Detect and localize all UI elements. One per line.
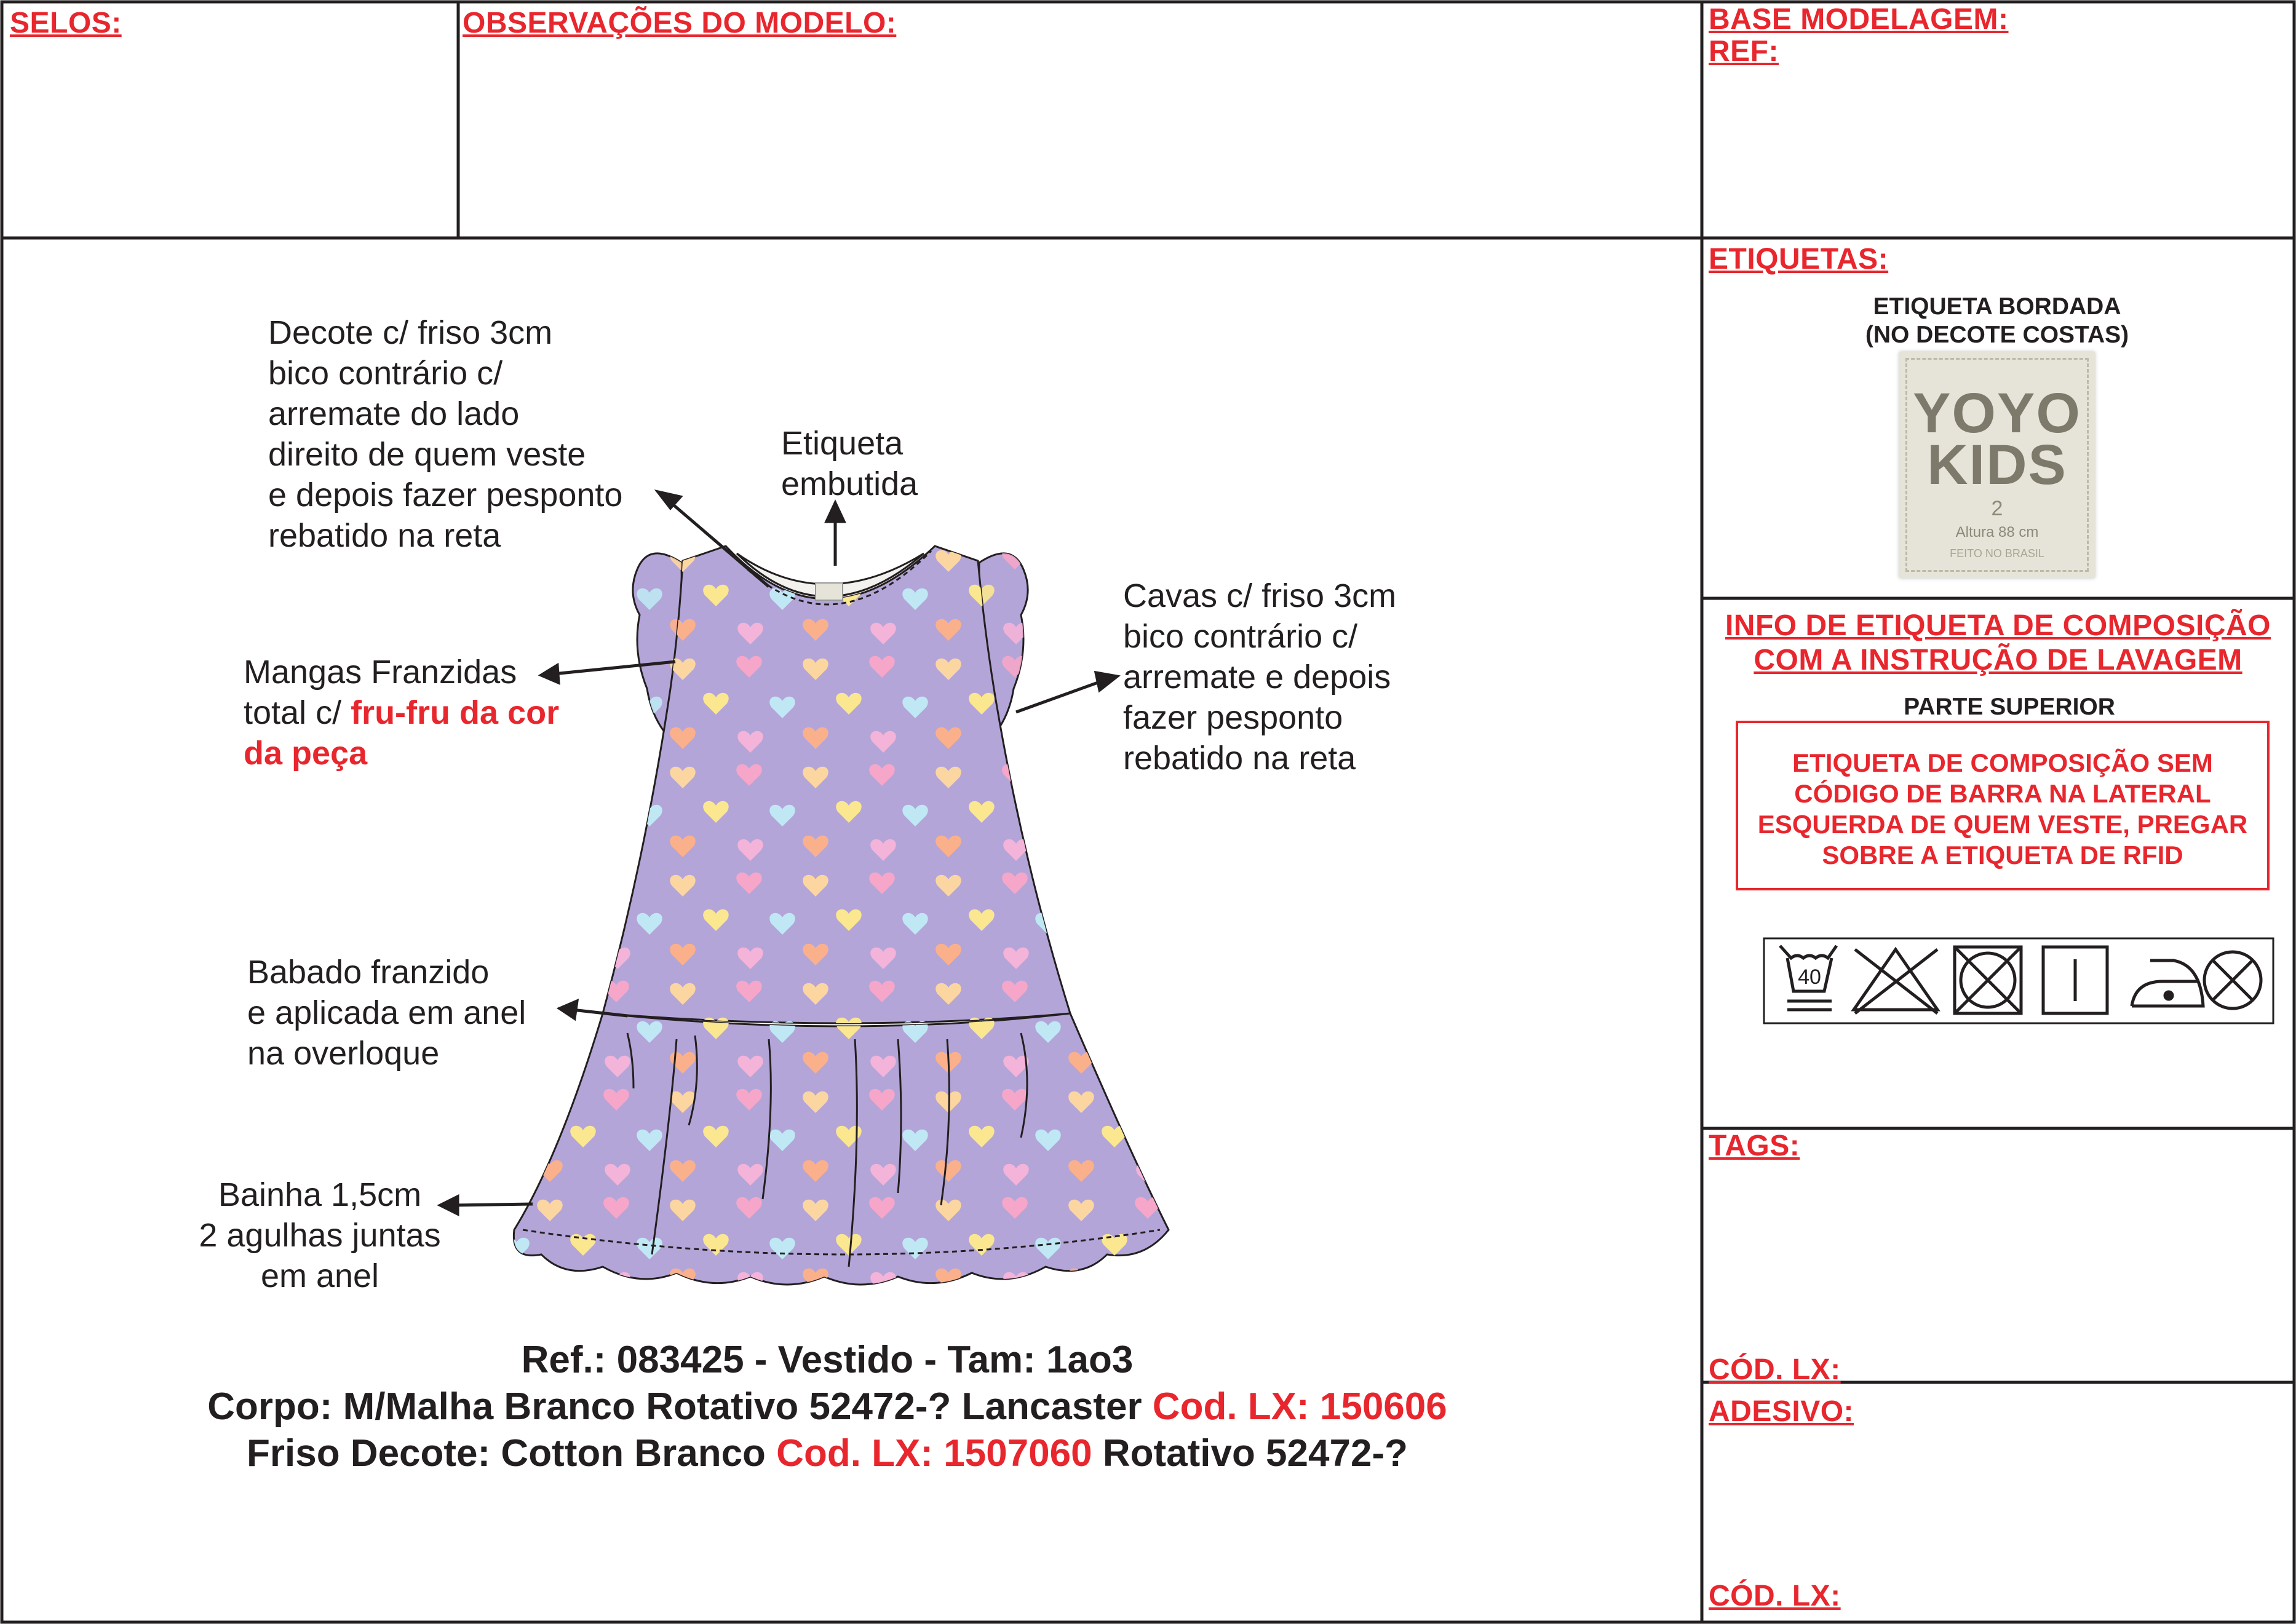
- info-composicao-header: [1702, 609, 2294, 678]
- etiqueta-title-line1: ETIQUETA BORDADA: [1873, 293, 2121, 320]
- etiqueta-bordada-title: [1825, 293, 2169, 349]
- label-made-in: FEITO NO BRASIL: [1950, 547, 2044, 560]
- base-modelagem-header: BASE MODELAGEM:: [1709, 3, 2009, 36]
- label-size: 2: [1991, 497, 2003, 520]
- spec-corpo-line: Corpo: M/Malha Branco Rotativo 52472-? Lancaster: [207, 1385, 1153, 1428]
- annotation-decote: Decote c/ friso 3cm bico contrário c/ arremate do lado direito de quem veste e depois fazer pesponto rebatido na reta: [268, 314, 623, 554]
- annotation-babado: Babado franzido e aplicada em anel na overloque: [247, 954, 526, 1072]
- parte-superior-label: PARTE SUPERIOR: [1904, 694, 2115, 720]
- annotation-cavas: Cavas c/ friso 3cm bico contrário c/ arremate e depois fazer pesponto rebatido na reta: [1123, 577, 1397, 777]
- composicao-line2: CÓDIGO DE BARRA NA LATERAL: [1794, 779, 2211, 808]
- mangas-line2: total c/: [244, 694, 351, 731]
- spec-footer: [0, 1337, 1654, 1477]
- composicao-line3: ESQUERDA DE QUEM VESTE, PREGAR: [1757, 810, 2248, 839]
- brand-logo-line1: YOYO: [1913, 382, 2081, 445]
- wash-40-icon: [1780, 946, 1837, 1010]
- care-symbols: [1763, 937, 2274, 1024]
- adesivo-header: ADESIVO:: [1709, 1395, 1854, 1428]
- no-tumble-dry-icon: [1955, 947, 2021, 1013]
- observacoes-header: OBSERVAÇÕES DO MODELO:: [463, 7, 897, 39]
- composicao-instruction-box: [1736, 721, 2270, 890]
- spec-ref-line: Ref.: 083425 - Vestido - Tam: 1ao3: [521, 1339, 1134, 1381]
- brand-logo-line2: KIDS: [1927, 434, 2067, 496]
- tags-cod-lx-label: CÓD. LX:: [1709, 1353, 1841, 1386]
- composicao-line4: SOBRE A ETIQUETA DE RFID: [1822, 841, 2183, 869]
- no-bleach-icon: [1854, 949, 1937, 1013]
- annotation-etiqueta-embutida: Etiqueta embutida: [781, 425, 918, 502]
- etiquetas-header: ETIQUETAS:: [1709, 243, 1889, 275]
- annotation-mangas: [244, 652, 625, 774]
- info-composicao-line2: COM A INSTRUÇÃO DE LAVAGEM: [1754, 644, 2242, 676]
- annotation-bainha: Bainha 1,5cm 2 agulhas juntas em anel: [199, 1176, 441, 1294]
- mangas-red-line2: da peça: [244, 735, 368, 772]
- brand-label: [1899, 352, 2095, 578]
- adesivo-cod-lx-label: CÓD. LX:: [1709, 1580, 1841, 1612]
- mangas-line1: Mangas Franzidas: [244, 654, 517, 691]
- wash-temp-label: 40: [1798, 965, 1821, 989]
- etiqueta-title-line2: (NO DECOTE COSTAS): [1865, 322, 2129, 348]
- line-dry-icon: [2043, 947, 2107, 1013]
- spec-corpo-cod: Cod. LX: 150606: [1152, 1385, 1447, 1428]
- neck-label: [816, 583, 843, 600]
- selos-header: SELOS:: [10, 7, 122, 39]
- composicao-line1: ETIQUETA DE COMPOSIÇÃO SEM: [1792, 748, 2213, 777]
- spec-friso-line: Friso Decote: Cotton Branco: [247, 1432, 777, 1475]
- spec-friso-rotativo: Rotativo 52472-?: [1092, 1432, 1408, 1475]
- iron-low-icon: [2132, 961, 2203, 1006]
- tags-header: TAGS:: [1709, 1130, 1800, 1162]
- info-composicao-line1: INFO DE ETIQUETA DE COMPOSIÇÃO: [1725, 609, 2271, 642]
- mangas-red-line1: fru-fru da cor: [351, 694, 560, 731]
- spec-friso-cod: Cod. LX: 1507060: [776, 1432, 1092, 1475]
- label-height: Altura 88 cm: [1955, 524, 2039, 541]
- no-dry-clean-icon: [2204, 952, 2261, 1008]
- ref-header: REF:: [1709, 35, 1779, 68]
